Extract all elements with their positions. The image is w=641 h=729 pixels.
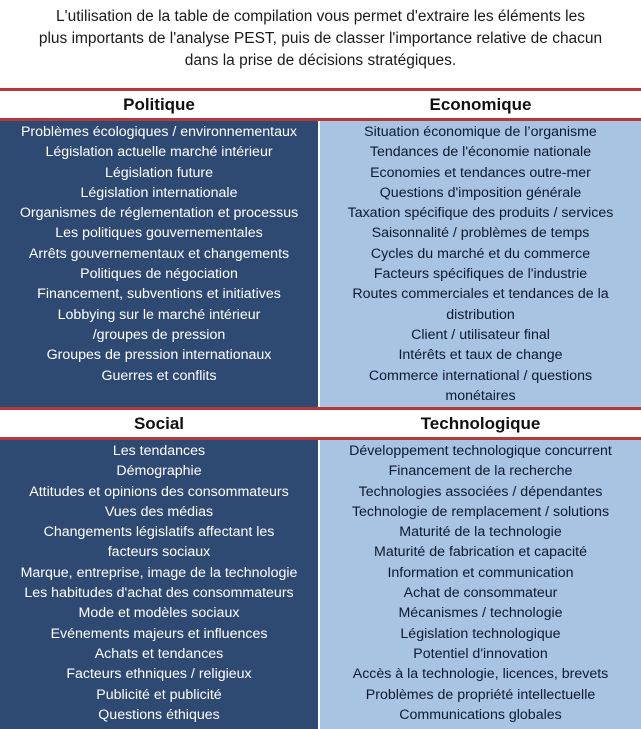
- list-item: Routes commerciales et tendances de la distribution: [352, 286, 609, 323]
- list-item: Mécanismes / technologie: [398, 605, 563, 622]
- list-item: Politiques de négociation: [80, 266, 238, 283]
- bottom-columns: [0, 440, 641, 729]
- list-item: Législation technologique: [400, 625, 561, 642]
- list-item: Législation future: [104, 164, 214, 181]
- list-item: Publicité et publicité: [96, 686, 222, 703]
- list-item: Intérêts et taux de change: [398, 347, 563, 364]
- list-item: Marque, entreprise, image de la technologie: [20, 564, 298, 581]
- bottom-header-row: [0, 407, 641, 437]
- economique-list: [320, 121, 641, 407]
- list-item: Financement de la recherche: [388, 463, 573, 480]
- list-item: Questions d'imposition générale: [379, 184, 582, 201]
- list-item: Vues des médias: [104, 503, 214, 520]
- social-header: Social: [133, 414, 185, 433]
- list-item: Arrêts gouvernementaux et changements: [28, 245, 290, 262]
- bottom-section: [0, 407, 641, 729]
- list-item: Législation actuelle marché intérieur: [45, 144, 273, 161]
- list-item: Les politiques gouvernementales: [55, 225, 263, 242]
- list-item: Guerres et conflits: [101, 367, 217, 384]
- list-item: Achats et tendances: [94, 645, 224, 662]
- list-item: Communications globales: [399, 706, 562, 723]
- list-item: Problèmes de propriété intellectuelle: [365, 686, 596, 703]
- list-item: Législation internationale: [80, 184, 238, 201]
- list-item: Evénements majeurs et influences: [50, 625, 268, 642]
- list-item: Potentiel d'innovation: [413, 645, 548, 662]
- top-section: [0, 88, 641, 407]
- top-header-row: [0, 88, 641, 118]
- list-item: Cycles du marché et du commerce: [370, 245, 591, 262]
- list-item: Mode et modèles sociaux: [78, 605, 240, 622]
- politique-list: [0, 121, 318, 407]
- list-item: Technologie de remplacement / solutions: [351, 503, 610, 520]
- politique-header: Politique: [123, 95, 195, 114]
- list-item: /groupes de pression: [92, 326, 226, 343]
- list-item: Les tendances: [112, 443, 206, 459]
- intro-line-1: L'utilisation de la table de compilation vous permet d'extraire les éléments les: [56, 8, 585, 25]
- list-item: Facteurs ethniques / religieux: [66, 666, 252, 683]
- technologique-header: Technologique: [420, 414, 541, 433]
- social-list: [0, 440, 318, 729]
- list-item: Organismes de réglementation et processus: [19, 205, 299, 222]
- intro-line-3: dans la prise de décisions stratégiques.: [184, 52, 457, 69]
- list-item: facteurs sociaux: [107, 544, 211, 561]
- list-item: Client / utilisateur final: [411, 326, 550, 343]
- list-item: Situation économique de l’organisme: [364, 124, 597, 140]
- technologique-list: [320, 440, 641, 729]
- top-columns: [0, 121, 641, 407]
- intro-paragraph: [0, 0, 641, 84]
- list-item: Attitudes et opinions des consommateurs: [29, 483, 289, 500]
- list-item: Changements législatifs affectant les: [43, 524, 275, 541]
- list-item: Maturité de fabrication et capacité: [374, 544, 587, 561]
- list-item: Achat de consommateur: [403, 585, 558, 602]
- list-item: Tendances de l'économie nationale: [369, 144, 592, 161]
- list-item: Technologies associées / dépendantes: [358, 483, 603, 500]
- list-item: Maturité de la technologie: [399, 524, 562, 541]
- list-item: Groupes de pression internationaux: [46, 347, 272, 364]
- list-item: Commerce international / questions monétaires: [368, 367, 593, 404]
- economique-header: Economique: [429, 95, 532, 114]
- list-item: Saisonnalité / problèmes de temps: [371, 225, 590, 242]
- list-item: Facteurs spécifiques de l'industrie: [373, 266, 588, 283]
- list-item: Financement, subventions et initiatives: [37, 286, 281, 303]
- list-item: Questions éthiques: [98, 706, 220, 723]
- list-item: Accès à la technologie, licences, brevets: [352, 666, 609, 683]
- list-item: Démographie: [116, 463, 202, 480]
- list-item: Lobbying sur le marché intérieur: [57, 306, 261, 323]
- list-item: Les habitudes d'achat des consommateurs: [24, 585, 294, 602]
- intro-line-2: plus importants de l'analyse PEST, puis de classer l'importance relative de chacun: [38, 30, 603, 47]
- list-item: Développement technologique concurrent: [349, 443, 612, 459]
- list-item: Problèmes écologiques / environnementaux: [20, 124, 298, 140]
- list-item: Taxation spécifique des produits / services: [347, 205, 614, 222]
- list-item: Economies et tendances outre-mer: [370, 164, 591, 181]
- list-item: Information et communication: [387, 564, 574, 581]
